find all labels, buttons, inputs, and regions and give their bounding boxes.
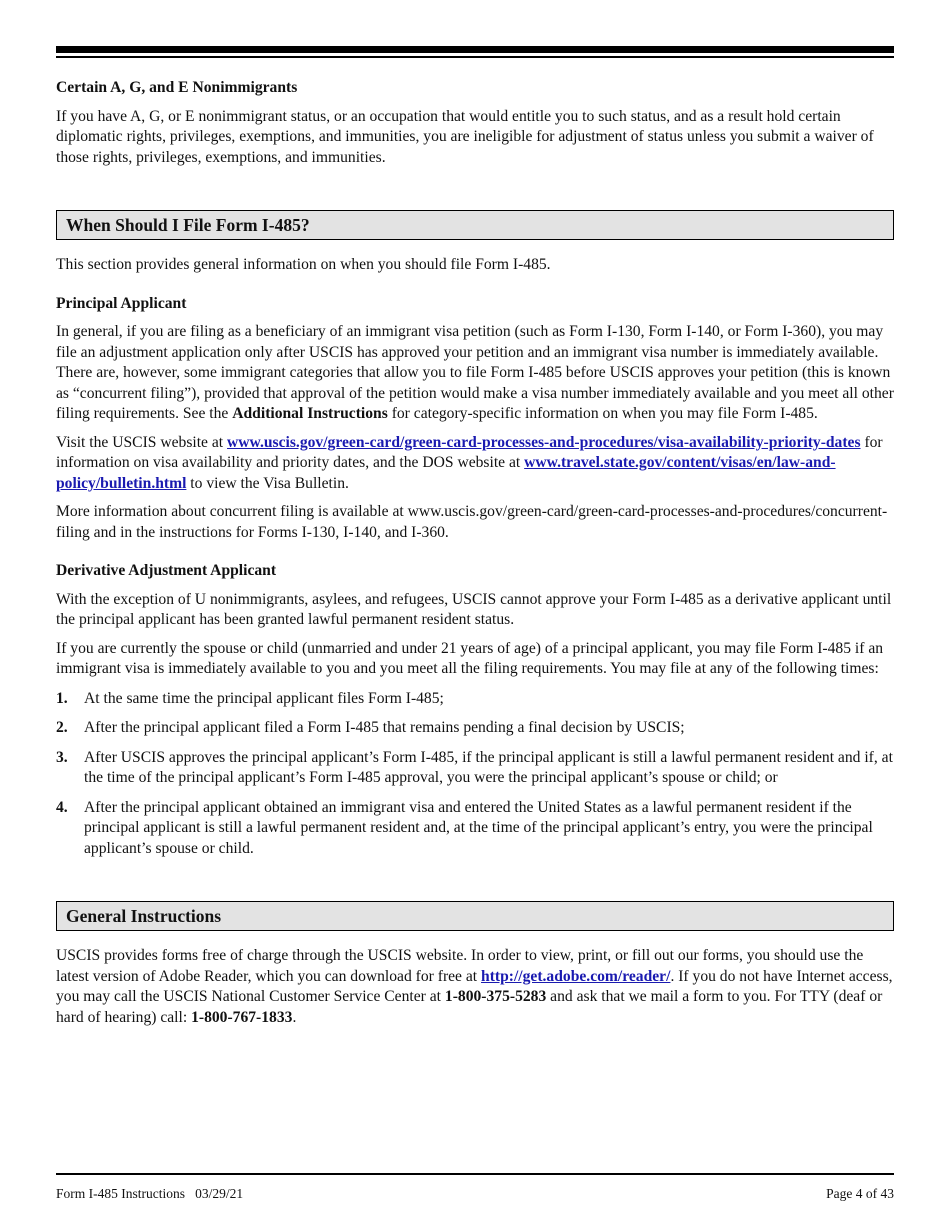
list-number: 3.	[56, 748, 68, 766]
list-number: 4.	[56, 798, 68, 816]
page-footer	[56, 1173, 894, 1204]
header-rule-thick	[56, 46, 894, 53]
principal-paragraph-2: Visit the USCIS website at www.uscis.gov/green-card/green-card-processes-and-procedures/visa-availability-priority-dates for information on visa availability and priority dates, and the DOS website at www.travel.state.gov/content/visas/en/law-and-policy/bulletin.html to view the Visa Bulletin.	[56, 433, 883, 492]
general-section-header	[56, 901, 894, 931]
header-rule-thin	[56, 56, 894, 58]
ag-body: If you have A, G, or E nonimmigrant status, or an occupation that would entitle you to such status, and as a result hold certain diplomatic rights, privileges, exemptions, and immunities, you are ineligible for adjustment of status unless you submit a waiver of those rights, privileges, exemptions, and immunities.	[56, 107, 874, 166]
list-text: After the principal applicant filed a Form I-485 that remains pending a final decision by USCIS;	[84, 719, 685, 736]
principal-paragraph-3: More information about concurrent filing is available at www.uscis.gov/green-card/green-card-processes-and-procedures/concurrent-filing and in the instructions for Forms I-130, I-140, and I-360.	[56, 503, 888, 541]
when-intro: This section provides general information on when you should file Form I-485.	[56, 256, 551, 273]
list-text: At the same time the principal applicant files Form I-485;	[84, 689, 444, 707]
filing-times-list	[56, 689, 894, 860]
list-item	[56, 718, 894, 739]
derivative-paragraph-1: With the exception of U nonimmigrants, asylees, and refugees, USCIS cannot approve your Form I-485 as a derivative applicant until the principal applicant has been granted lawful permanent resident status.	[56, 590, 892, 628]
general-section-title: General Instructions	[66, 905, 222, 926]
list-number: 2.	[56, 719, 68, 736]
when-section-header	[56, 210, 894, 240]
footer-form-id: Form I-485 Instructions 03/29/21	[56, 1185, 244, 1201]
list-number: 1.	[56, 689, 68, 707]
adobe-reader-link[interactable]: http://get.adobe.com/reader/	[481, 967, 671, 985]
when-section-title: When Should I File Form I-485?	[66, 214, 310, 235]
list-item	[56, 798, 894, 860]
footer-rule	[56, 1173, 894, 1175]
list-item	[56, 748, 894, 789]
list-item	[56, 689, 894, 710]
footer-page-number: Page 4 of 43	[826, 1185, 894, 1201]
list-text: After USCIS approves the principal applicant’s Form I-485, if the principal applicant is still a lawful permanent resident and if, at the time of the principal applicant’s Form I-485 approval, you were the principal applicant’s spouse or child; or	[84, 748, 893, 786]
ag-heading: Certain A, G, and E Nonimmigrants	[56, 79, 298, 96]
visa-availability-link[interactable]: www.uscis.gov/green-card/green-card-processes-and-procedures/visa-availability-priority-dates	[227, 433, 861, 451]
ncsc-phone-number: 1-800-375-5283	[444, 988, 547, 1005]
derivative-paragraph-2: If you are currently the spouse or child (unmarried and under 21 years of age) of a principal applicant, you may file Form I-485 if an immigrant visa is immediately available to you and you meet all the filing requirements. You may file at any of the following times:	[56, 639, 884, 677]
visa-bulletin-link[interactable]: www.travel.state.gov/content/visas/en/law-and-policy/bulletin.html	[56, 454, 836, 492]
document-page	[56, 46, 894, 1028]
additional-instructions-bold: Additional Instructions	[232, 405, 388, 422]
principal-heading: Principal Applicant	[56, 294, 187, 312]
tty-phone-number: 1-800-767-1833	[191, 1008, 293, 1026]
principal-paragraph-1: In general, if you are filing as a beneficiary of an immigrant visa petition (such as Form I-130, Form I-140, or Form I-360), you may file an adjustment application only after USCIS has approved your petition and an immigrant visa number is immediately available. There are, however, some immigrant categories that allow you to file Form I-485 before USCIS approves your petition (this is known as “concurrent filing”), provided that approval of the petition would make a visa number immediately available and you meet all other filing requirements. See the Additional Instructions for category-specific information on when you may file Form I-485.	[56, 323, 894, 422]
list-text: After the principal applicant obtained an immigrant visa and entered the United States as a lawful permanent resident if the principal applicant is still a lawful permanent resident and, at the time of the principal applicant’s entry, you were the principal applicant’s spouse or child.	[84, 798, 873, 857]
derivative-heading: Derivative Adjustment Applicant	[56, 562, 277, 579]
general-paragraph: USCIS provides forms free of charge through the USCIS website. In order to view, print, or fill out our forms, you should use the latest version of Adobe Reader, which you can download for free at http://get.adobe.com/reader/. If you do not have Internet access, you may call the USCIS National Customer Service Center at 1-800-375-5283 and ask that we mail a form to you. For TTY (deaf or hard of hearing) call: 1-800-767-1833.	[56, 947, 893, 1026]
